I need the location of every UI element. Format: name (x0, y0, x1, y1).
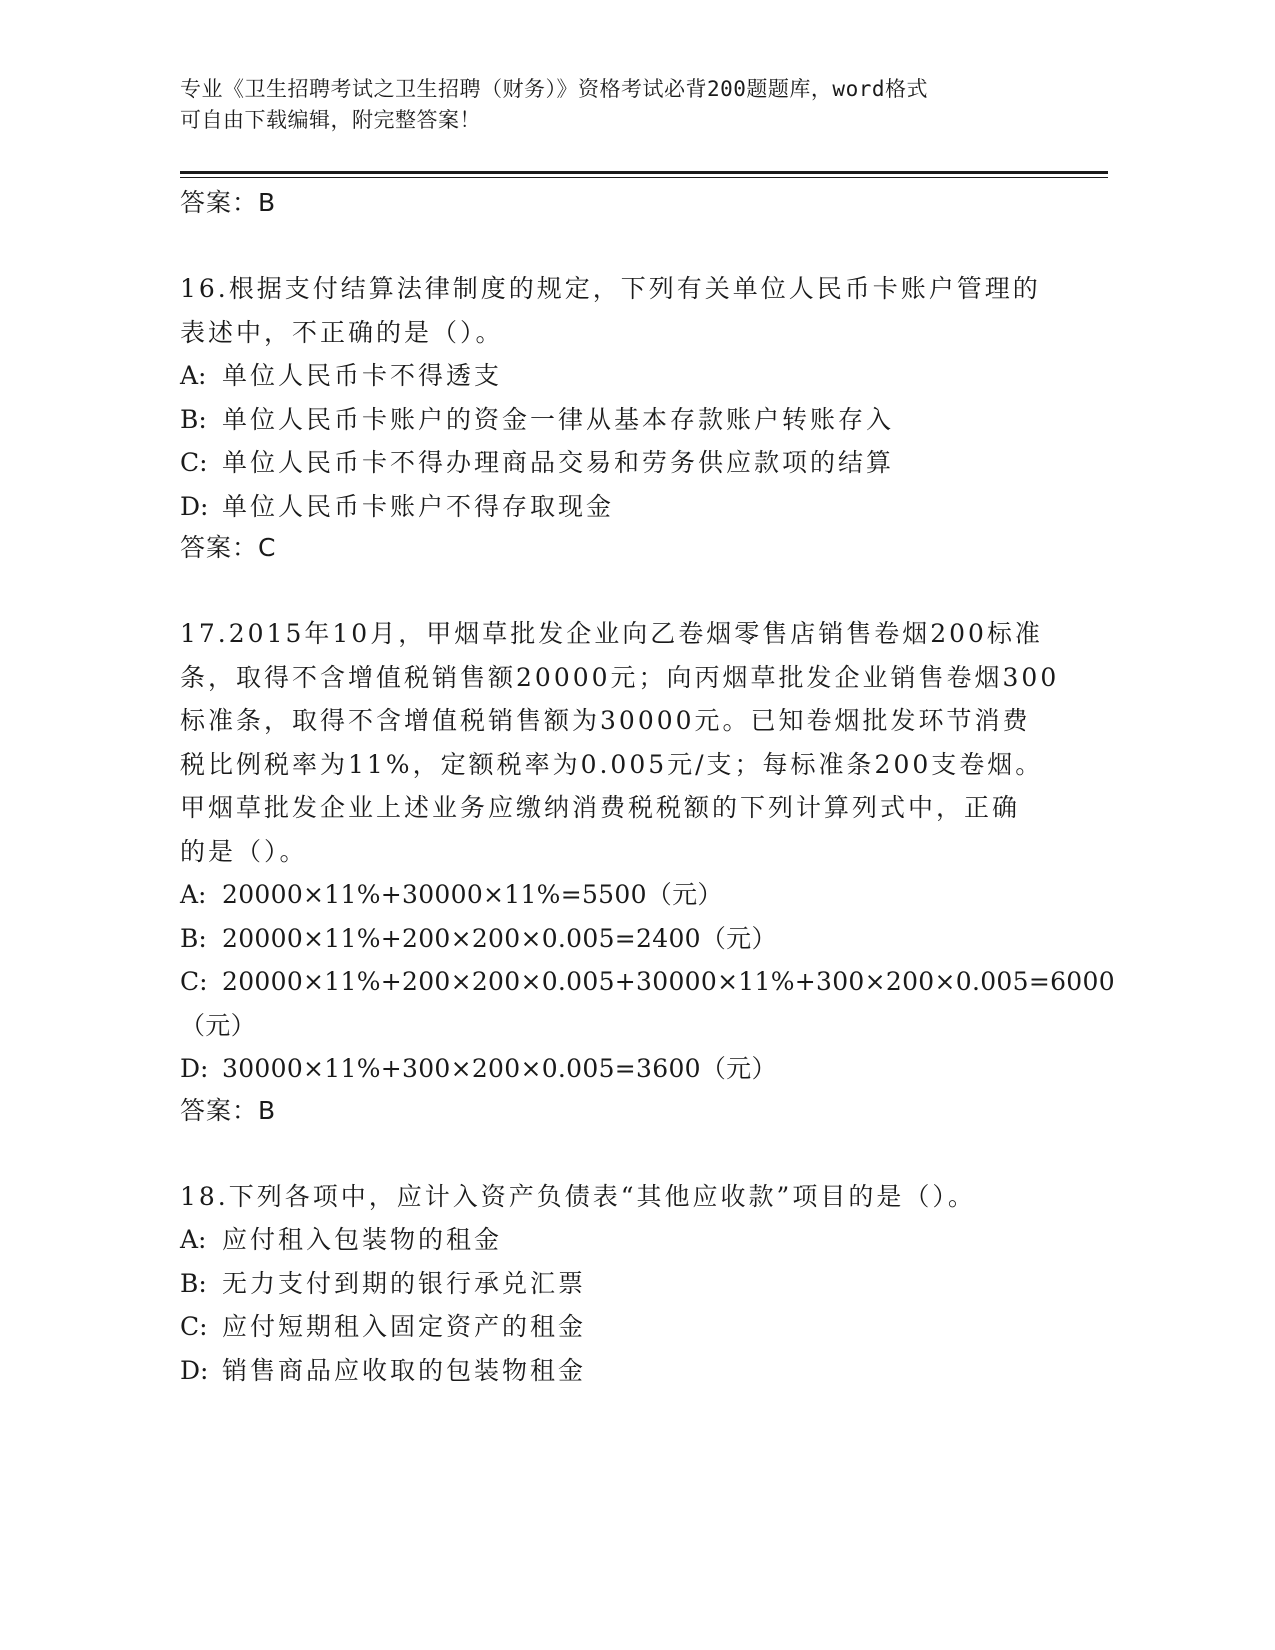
option-text: 单位人民币卡不得透支 (222, 361, 503, 390)
question-17 (180, 612, 1115, 1131)
option-text: 无力支付到期的银行承兑汇票 (222, 1268, 587, 1298)
question-16 (180, 267, 1060, 568)
option-d (180, 485, 1060, 529)
stem-line: 18.下列各项中，应计入资产负债表“其他应收款”项目的是（）。 (180, 1181, 976, 1211)
option-a (180, 1218, 1060, 1262)
option-c (180, 1305, 1060, 1349)
option-letter: B: (180, 923, 207, 953)
option-letter: B: (180, 1268, 207, 1298)
answer-line: 答案：B (180, 1095, 277, 1125)
answer-line: 答案：C (180, 533, 277, 562)
stem-line: 17.2015年10月，甲烟草批发企业向乙卷烟零售店销售卷烟200标准 (180, 619, 1043, 648)
previous-question-answer: 答案：B (180, 188, 277, 217)
question-stem (180, 612, 1060, 873)
option-a (180, 873, 1060, 917)
option-text: 单位人民币卡账户的资金一律从基本存款账户转账存入 (222, 404, 895, 434)
option-letter: C: (180, 1312, 208, 1341)
option-text: 20000×11%+30000×11%=5500（元） (222, 880, 723, 909)
stem-line: 税比例税率为11%，定额税率为0.005元/支；每标准条200支卷烟。 (180, 749, 1044, 779)
stem-line: 的是（）。 (180, 836, 308, 866)
option-b (180, 917, 1060, 961)
option-text: 20000×11%+200×200×0.005=2400（元） (222, 923, 777, 953)
option-letter: D: (180, 1054, 209, 1083)
option-text: 销售商品应收取的包装物租金 (222, 1355, 587, 1385)
option-letter: C: (180, 967, 208, 996)
option-c (180, 960, 1115, 1004)
option-letter: A: (180, 880, 207, 909)
stem-line: 条，取得不含增值税销售额20000元；向丙烟草批发企业销售卷烟300 (180, 662, 1060, 692)
option-b (180, 398, 1060, 442)
option-text: 30000×11%+300×200×0.005=3600（元） (222, 1054, 777, 1083)
option-a (180, 354, 1060, 398)
question-18 (180, 1175, 1060, 1393)
stem-line: 标准条，取得不含增值税销售额为30000元。已知卷烟批发环节消费 (180, 706, 1031, 735)
header-title-line-2: 可自由下载编辑，附完整答案！ (180, 108, 481, 132)
option-text: 20000×11%+200×200×0.005+30000×11%+300×200×0.005=6000 (222, 967, 1115, 996)
page-header (180, 74, 1040, 136)
option-letter: D: (180, 1355, 209, 1385)
stem-line: 甲烟草批发企业上述业务应缴纳消费税税额的下列计算列式中，正确 (180, 793, 1021, 822)
question-content (180, 183, 1115, 1392)
option-letter: C: (180, 448, 208, 477)
option-letter: D: (180, 491, 209, 521)
header-rule-thick (180, 171, 1108, 174)
option-letter: A: (180, 1225, 207, 1254)
option-d (180, 1047, 1060, 1091)
option-letter: B: (180, 404, 207, 434)
stem-line: 16.根据支付结算法律制度的规定，下列有关单位人民币卡账户管理的 (180, 274, 1041, 303)
stem-line: 表述中，不正确的是（）。 (180, 317, 504, 347)
option-text: 单位人民币卡不得办理商品交易和劳务供应款项的结算 (222, 448, 895, 477)
question-stem (180, 267, 1060, 354)
option-text: 应付短期租入固定资产的租金 (222, 1312, 587, 1341)
option-d (180, 1349, 1060, 1393)
option-text: 单位人民币卡账户不得存取现金 (222, 491, 615, 521)
option-letter: A: (180, 361, 207, 390)
option-b (180, 1262, 1060, 1306)
header-title-line-1: 专业《卫生招聘考试之卫生招聘（财务）》资格考试必背200题题库，word格式 (180, 77, 928, 101)
header-rule-thin (180, 177, 1108, 178)
option-c-continuation: （元） (180, 1010, 256, 1040)
option-c (180, 441, 1060, 485)
question-stem (180, 1175, 1060, 1219)
option-text: 应付租入包装物的租金 (222, 1225, 503, 1254)
